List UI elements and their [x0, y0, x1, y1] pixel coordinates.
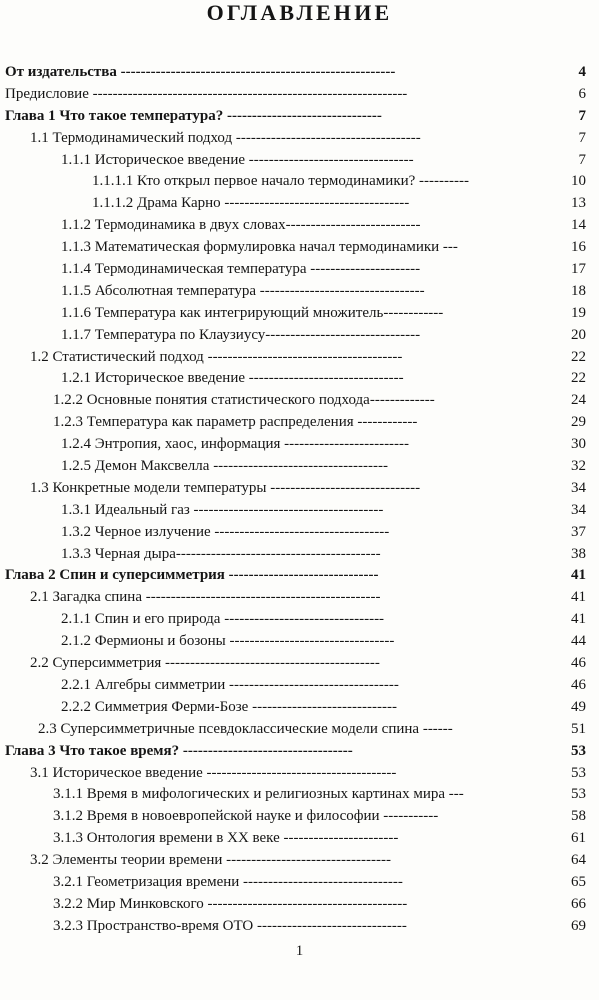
toc-entry-page: 61 [571, 830, 586, 847]
toc-entry [0, 763, 599, 785]
toc-entry [0, 434, 599, 456]
toc-entry [0, 872, 599, 894]
toc-entry-title: 3.2.3 Пространство-время ОТО ------------------------------ [53, 917, 407, 934]
toc-entry-title: 1.1.1.2 Драма Карно ------------------------------------- [92, 195, 410, 212]
toc-entry-page: 24 [571, 392, 586, 409]
toc-entry-title: 3.1.2 Время в новоевропейской науке и философии ----------- [53, 808, 439, 825]
toc-entry [0, 347, 599, 369]
toc-entry-title: 3.2.2 Мир Минковского ---------------------------------------- [53, 895, 408, 912]
toc-entry-title: От издательства ------------------------------------------------------- [5, 64, 396, 80]
toc-entry-title: 1.1 Термодинамический подход ------------------------------------- [30, 129, 421, 146]
toc-entry-title: 2.2.1 Алгебры симметрии ---------------------------------- [61, 676, 399, 693]
toc-entry-page: 66 [571, 895, 586, 912]
toc-entry-title: 2.2 Суперсимметрия ------------------------------------------- [30, 655, 380, 672]
toc-entry-page: 18 [571, 282, 586, 299]
toc-entry-title: 3.1.1 Время в мифологических и религиозных картинах мира --- [53, 786, 464, 803]
toc-entry-title: 1.1.4 Термодинамическая температура ---------------------- [61, 261, 421, 278]
toc-entry-page: 41 [571, 567, 586, 584]
toc-entry-title: 3.2 Элементы теории времени --------------------------------- [30, 852, 391, 869]
toc-entry-title: 1.3 Конкретные модели температуры ------------------------------ [30, 479, 421, 496]
toc-entry [0, 325, 599, 347]
toc-entry-page: 69 [571, 917, 586, 934]
toc-entry-title: 1.2.4 Энтропия, хаос, информация ------------------------- [61, 436, 410, 453]
toc-entry-page: 38 [571, 545, 586, 562]
toc-entry-page: 49 [571, 698, 586, 715]
toc-entry-page: 4 [578, 64, 586, 80]
toc-entry-title: 3.1 Историческое введение -------------------------------------- [30, 764, 397, 781]
toc-entry [0, 565, 599, 587]
toc-entry [0, 281, 599, 303]
toc-entry [0, 653, 599, 675]
toc-entry-title: 1.2 Статистический подход --------------------------------------- [30, 348, 403, 365]
toc-entry [0, 84, 599, 106]
toc-entry [0, 719, 599, 741]
toc-entry-page: 20 [571, 326, 586, 343]
toc-entry [0, 303, 599, 325]
toc-entry-title: 2.2.2 Симметрия Ферми-Бозе ----------------------------- [61, 698, 397, 715]
toc-entry [0, 150, 599, 172]
toc-entry-title: 1.1.1.1 Кто открыл первое начало термодинамики? ---------- [92, 173, 469, 190]
toc-entry [0, 587, 599, 609]
toc-entry [0, 741, 599, 763]
toc-entry-page: 53 [571, 764, 586, 781]
toc-entry [0, 368, 599, 390]
toc-entry [0, 916, 599, 938]
toc-entry-title: 2.1.2 Фермионы и бозоны --------------------------------- [61, 633, 395, 650]
toc-entry-page: 17 [571, 261, 586, 278]
toc-entry [0, 412, 599, 434]
toc-entry-page: 22 [571, 348, 586, 365]
toc-entry-title: 1.1.7 Температура по Клаузиусу------------------------------- [61, 326, 421, 343]
toc-entry-page: 32 [571, 458, 586, 475]
toc-entry-page: 46 [571, 676, 586, 693]
toc-entry-page: 41 [571, 589, 586, 606]
table-of-contents [0, 62, 599, 938]
toc-entry-title: 1.1.1 Историческое введение --------------------------------- [61, 151, 414, 168]
toc-entry [0, 828, 599, 850]
page-title: ОГЛАВЛЕНИЕ [206, 0, 393, 25]
toc-entry-page: 6 [578, 85, 586, 102]
toc-entry-title: 1.1.5 Абсолютная температура --------------------------------- [61, 282, 425, 299]
toc-entry-page: 29 [571, 414, 586, 431]
toc-entry-title: Глава 1 Что такое температура? ------------------------------- [5, 107, 382, 124]
toc-entry-page: 19 [571, 304, 586, 321]
toc-entry-page: 41 [571, 611, 586, 628]
toc-entry [0, 894, 599, 916]
toc-entry-page: 22 [571, 370, 586, 387]
toc-entry-title: 1.1.6 Температура как интегрирующий множитель------------ [61, 304, 444, 321]
toc-entry [0, 193, 599, 215]
toc-entry-page: 7 [578, 107, 586, 124]
toc-entry-title: 1.2.1 Историческое введение ------------------------------- [61, 370, 404, 387]
toc-entry-page: 44 [571, 633, 586, 650]
toc-entry-title: 2.1 Загадка спина ----------------------------------------------- [30, 589, 381, 606]
toc-entry-title: 1.2.3 Температура как параметр распределения ------------ [53, 414, 418, 431]
toc-entry-page: 53 [571, 786, 586, 803]
toc-entry-title: 1.3.3 Черная дыра----------------------------------------- [61, 545, 381, 562]
toc-entry-title: 3.2.1 Геометризация времени -------------------------------- [53, 873, 403, 890]
toc-entry [0, 850, 599, 872]
toc-entry [0, 675, 599, 697]
toc-entry-title: 1.3.1 Идеальный газ -------------------------------------- [61, 501, 384, 518]
toc-entry [0, 544, 599, 566]
toc-entry-title: 1.2.5 Демон Максвелла ----------------------------------- [61, 458, 389, 475]
toc-entry [0, 390, 599, 412]
toc-entry [0, 128, 599, 150]
toc-entry [0, 806, 599, 828]
toc-entry-title: Предисловие --------------------------------------------------------------- [5, 85, 408, 102]
toc-entry [0, 215, 599, 237]
toc-entry [0, 631, 599, 653]
toc-entry-title: 2.1.1 Спин и его природа -------------------------------- [61, 611, 385, 628]
toc-entry-page: 51 [571, 720, 586, 737]
toc-entry-page: 16 [571, 239, 586, 256]
toc-entry-page: 10 [571, 173, 586, 190]
toc-entry-page: 30 [571, 436, 586, 453]
toc-entry-title: 1.2.2 Основные понятия статистического подхода------------- [53, 392, 435, 409]
toc-entry-title: 1.1.2 Термодинамика в двух словах--------------------------- [61, 217, 421, 234]
toc-entry-page: 58 [571, 808, 586, 825]
toc-entry [0, 478, 599, 500]
toc-entry [0, 609, 599, 631]
toc-entry-page: 7 [578, 151, 586, 168]
toc-entry-title: 1.3.2 Черное излучение ----------------------------------- [61, 523, 390, 540]
toc-entry [0, 237, 599, 259]
toc-entry [0, 500, 599, 522]
toc-entry-page: 7 [578, 129, 586, 146]
toc-entry-title: 1.1.3 Математическая формулировка начал термодинамики --- [61, 239, 458, 256]
toc-entry [0, 784, 599, 806]
toc-entry-page: 65 [571, 873, 586, 890]
toc-entry-page: 37 [571, 523, 586, 540]
toc-entry-page: 64 [571, 852, 586, 869]
toc-entry [0, 456, 599, 478]
toc-entry-page: 13 [571, 195, 586, 212]
toc-entry [0, 62, 599, 84]
toc-entry-page: 53 [571, 742, 586, 759]
page-number: 1 [295, 943, 304, 959]
toc-entry [0, 697, 599, 719]
toc-entry [0, 171, 599, 193]
toc-entry-page: 14 [571, 217, 586, 234]
toc-entry-page: 34 [571, 479, 586, 496]
toc-entry-title: Глава 3 Что такое время? ---------------------------------- [5, 742, 353, 759]
toc-entry-title: Глава 2 Спин и суперсимметрия ------------------------------ [5, 567, 379, 584]
toc-entry-title: 2.3 Суперсимметричные псевдоклассические модели спина ------ [38, 720, 453, 737]
toc-entry-page: 34 [571, 501, 586, 518]
toc-entry [0, 259, 599, 281]
toc-entry-page: 46 [571, 655, 586, 672]
toc-entry-title: 3.1.3 Онтология времени в XX веке ----------------------- [53, 830, 399, 847]
toc-entry [0, 522, 599, 544]
toc-entry [0, 106, 599, 128]
